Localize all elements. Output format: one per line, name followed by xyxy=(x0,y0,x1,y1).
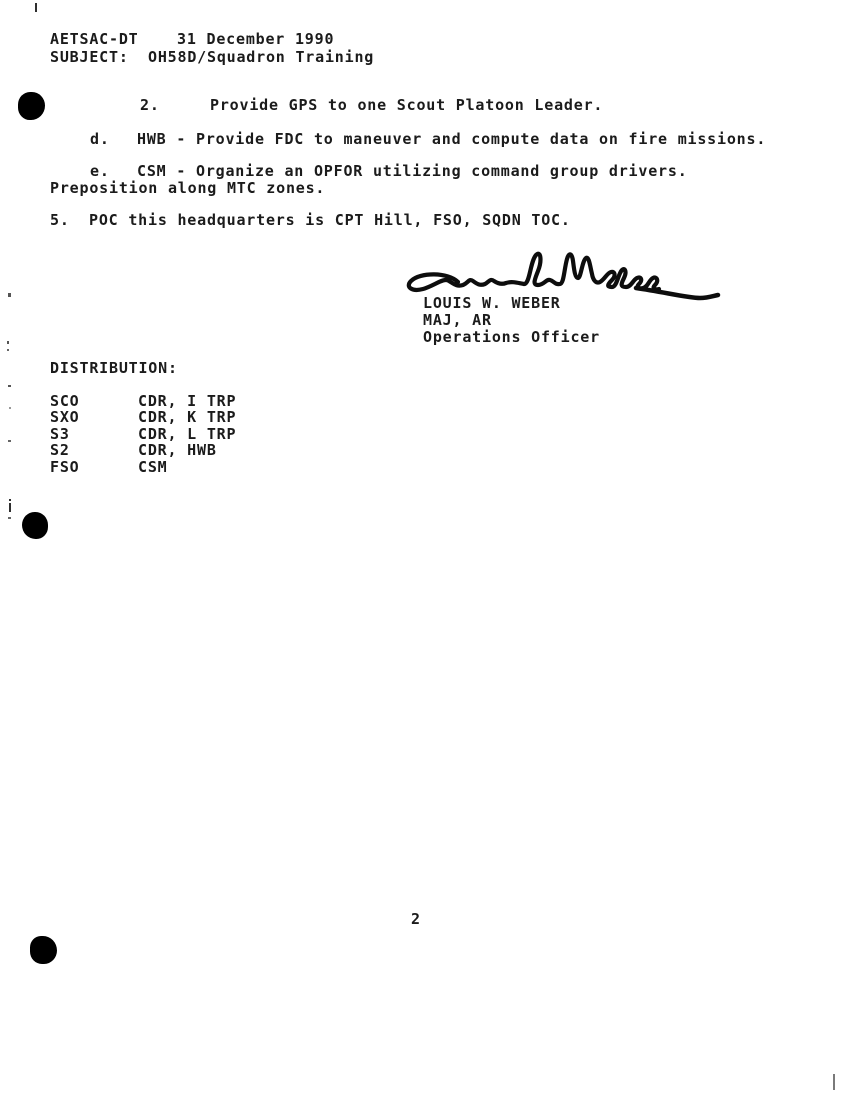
item-d-text: HWB - Provide FDC to maneuver and compute data on fire missions. xyxy=(137,130,767,148)
item-2-text: Provide GPS to one Scout Platoon Leader. xyxy=(210,96,604,114)
distribution-recipient: CSM xyxy=(138,458,168,476)
item-5-number: 5. xyxy=(50,211,70,229)
scan-speck xyxy=(7,349,9,351)
scan-speck xyxy=(35,3,37,12)
distribution-code: SXO xyxy=(50,408,80,426)
distribution-code: S2 xyxy=(50,441,70,459)
distribution-recipient: CDR, L TRP xyxy=(138,425,237,443)
scan-speck xyxy=(7,341,9,344)
distribution-recipient: CDR, I TRP xyxy=(138,392,237,410)
scan-speck xyxy=(8,440,11,442)
scan-speck xyxy=(833,1074,835,1090)
signer-name: LOUIS W. WEBER xyxy=(423,294,561,312)
scan-speck xyxy=(8,293,11,297)
item-5-text: POC this headquarters is CPT Hill, FSO, SQDN TOC. xyxy=(89,211,571,229)
hole-punch-mark xyxy=(18,92,45,120)
scan-speck xyxy=(9,407,11,409)
item-e-letter: e. xyxy=(90,162,110,180)
distribution-code: FSO xyxy=(50,458,80,476)
item-e-text: CSM - Organize an OPFOR utilizing command group drivers. xyxy=(137,162,688,180)
scan-speck xyxy=(9,499,11,501)
hole-punch-mark xyxy=(22,512,48,539)
item-e-continuation: Preposition along MTC zones. xyxy=(50,179,326,197)
office-symbol: AETSAC-DT xyxy=(50,30,139,48)
distribution-code: SCO xyxy=(50,392,80,410)
item-2-number: 2. xyxy=(140,96,160,114)
item-d-letter: d. xyxy=(90,130,110,148)
scan-speck xyxy=(8,517,11,519)
distribution-code: S3 xyxy=(50,425,70,443)
subject-text: OH58D/Squadron Training xyxy=(148,48,375,66)
page-number: 2 xyxy=(411,910,421,928)
distribution-heading: DISTRIBUTION: xyxy=(50,359,178,377)
signer-title: Operations Officer xyxy=(423,328,600,346)
scan-speck xyxy=(8,385,11,387)
scan-speck xyxy=(9,503,11,512)
subject-label: SUBJECT: xyxy=(50,48,129,66)
distribution-recipient: CDR, HWB xyxy=(138,441,217,459)
signer-rank: MAJ, AR xyxy=(423,311,492,329)
document-date: 31 December 1990 xyxy=(177,30,335,48)
hole-punch-mark xyxy=(30,936,57,964)
distribution-recipient: CDR, K TRP xyxy=(138,408,237,426)
